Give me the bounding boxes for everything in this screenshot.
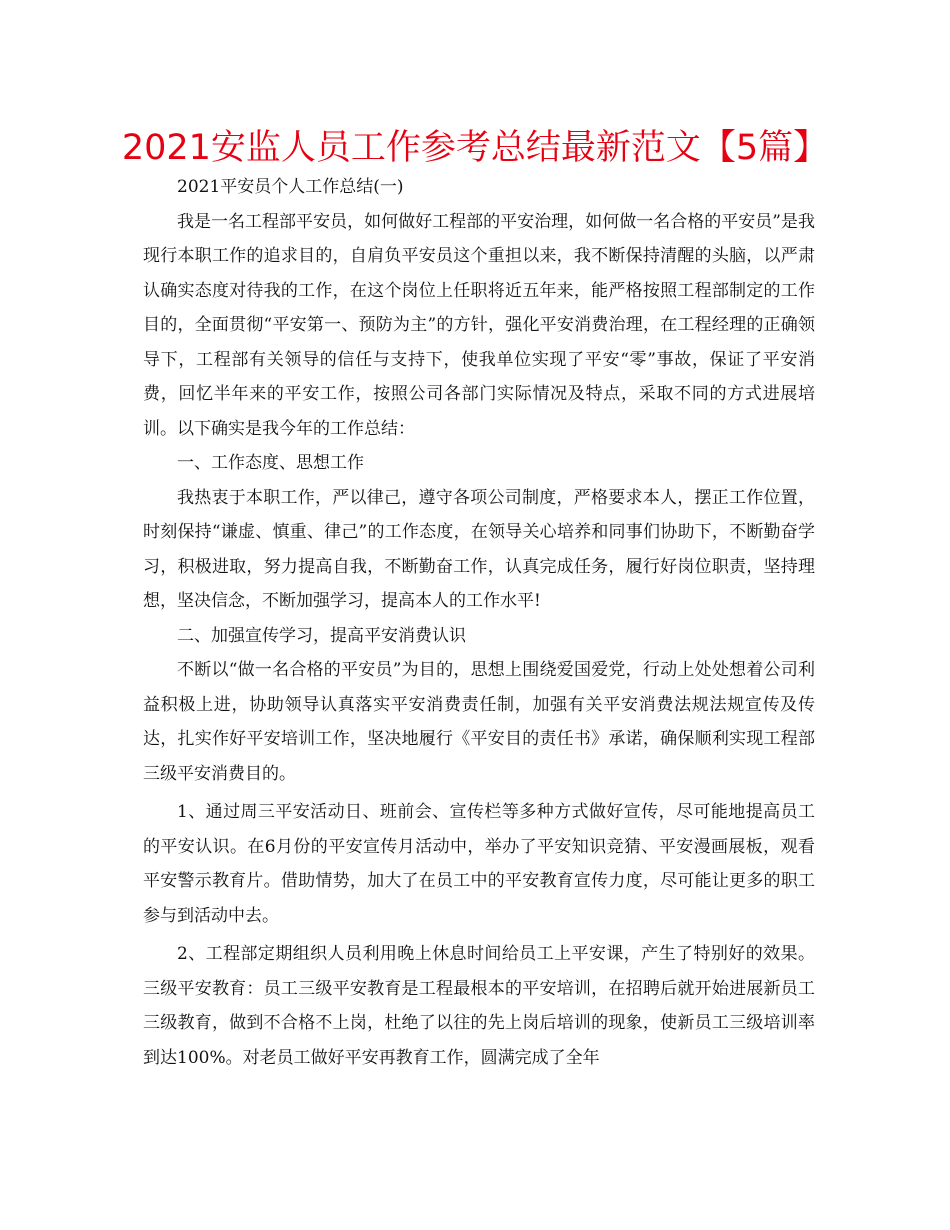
document-body [143, 170, 815, 1075]
paragraph-intro: 我是一名工程部平安员，如何做好工程部的平安治理，如何做一名合格的平安员”是我现行本职工作的追求目的，自肩负平安员这个重担以来，我不断保持清醒的头脑，以严肃认确实态度对待我的工作，在这个岗位上任职将近五年来，能严格按照工程部制定的工作目的，全面贯彻“平安第一、预防为主”的方针，强化平安消费治理，在工程经理的正确领导下，工程部有关领导的信任与支持下，使我单位实现了平安“零”事故，保证了平安消费，回忆半年来的平安工作，按照公司各部门实际情况及特点，采取不同的方式进展培训。以下确实是我今年的工作总结： [143, 211, 815, 439]
subtitle: 2021平安员个人工作总结(一) [177, 177, 404, 197]
section-heading-2: 二、加强宣传学习，提高平安消费认识 [177, 625, 466, 646]
paragraph-item-1: 1、通过周三平安活动日、班前会、宣传栏等多种方式做好宣传，尽可能地提高员工的平安认识。在6月份的平安宣传月活动中，举办了平安知识竞猜、平安漫画展板，观看平安警示教育片。借助情势，加大了在员工中的平安教育宣传力度，尽可能让更多的职工参与到活动中去。 [143, 802, 815, 926]
paragraph-propaganda: 不断以“做一名合格的平安员”为目的，思想上围绕爱国爱党，行动上处处想着公司利益积极上进，协助领导认真落实平安消费责任制，加强有关平安消费法规法规宣传及传达，扎实作好平安培训工作，坚决地履行《平安目的责任书》承诺，确保顺利实现工程部三级平安消费目的。 [143, 660, 815, 784]
section-heading-1: 一、工作态度、思想工作 [177, 453, 364, 473]
document-title: 2021安监人员工作参考总结最新范文【5篇】 [121, 128, 829, 168]
paragraph-item-2: 2、工程部定期组织人员利用晚上休息时间给员工上平安课，产生了特别好的效果。三级平安教育：员工三级平安教育是工程最根本的平安培训，在招聘后就开始进展新员工三级教育，做到不合格不上岗，杜绝了以往的先上岗后培训的现象，使新员工三级培训率到达100%。对老员工做好平安再教育工作，圆满完成了全年 [143, 944, 815, 1068]
paragraph-attitude: 我热衷于本职工作，严以律己，遵守各项公司制度，严格要求本人，摆正工作位置，时刻保持“谦虚、慎重、律己”的工作态度，在领导关心培养和同事们协助下，不断勤奋学习，积极进取，努力提高自我，不断勤奋工作，认真完成任务，履行好岗位职责，坚持理想，坚决信念，不断加强学习，提高本人的工作水平! [143, 487, 815, 611]
